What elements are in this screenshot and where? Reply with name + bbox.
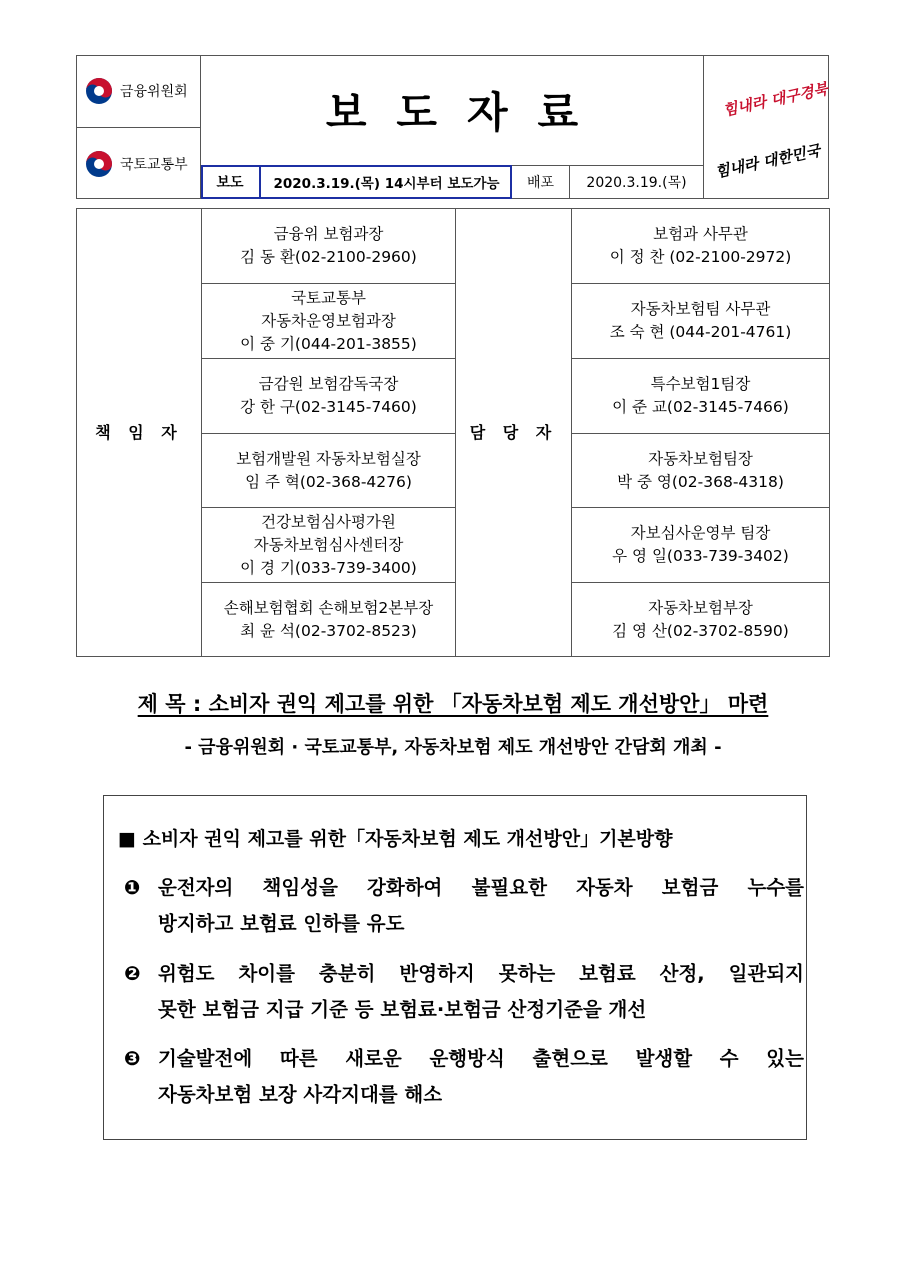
contact-title: 자동차보험팀장 (648, 449, 753, 468)
contact-title: 특수보험1팀장 (650, 375, 751, 393)
item-number-1: ❶ (124, 876, 141, 899)
item-number-3: ❸ (124, 1047, 141, 1070)
contact-title: 자동차보험팀 사무관 (630, 300, 771, 318)
item-text-line: 못한 보험금 지급 기준 등 보험료·보험금 산정기준을 개선 (158, 998, 647, 1021)
responsible-contact (202, 508, 456, 583)
responsible-header: 책 임 자 (77, 209, 202, 657)
contact-org: 건강보험심사평가원 (261, 512, 396, 531)
contact-title: 금감원 보험감독국장 (258, 375, 399, 393)
contact-name-phone: 김 영 산(02-3702-8590) (612, 621, 789, 640)
contact-title: 손해보험협회 손해보험2본부장 (223, 598, 434, 617)
item-text-line: 운전자의 책임성을 강화하여 불필요한 자동차 보험금 누수를 (158, 876, 804, 899)
slogan-line-2: 힘내라 대한민국 (713, 141, 822, 182)
responsible-contact (202, 209, 456, 284)
staff-header: 담 당 자 (456, 209, 572, 657)
distribution-value: 2020.3.19.(목) (586, 175, 687, 191)
page-title: 보도자료 (325, 88, 609, 137)
item-text-line: 위험도 차이를 충분히 반영하지 못하는 보험료 산정, 일관되지 (158, 962, 804, 985)
summary-item-2 (124, 956, 804, 1028)
responsible-contact (202, 284, 456, 359)
responsible-contact (202, 583, 456, 657)
org-logo-molit (76, 128, 201, 199)
item-text-line: 자동차보험 보장 사각지대를 해소 (158, 1083, 443, 1106)
summary-item-1 (124, 870, 804, 942)
slogan-line-1: 힘내라 대구경북 (721, 79, 830, 120)
subject-title-text: 제 목 : 소비자 권익 제고를 위한 「자동차보험 제도 개선방안」 마련 (137, 692, 769, 716)
contact-name-phone: 이 경 기(033-739-3400) (240, 558, 417, 577)
contact-title: 자동차운영보험과장 (261, 311, 396, 330)
staff-contact (572, 583, 830, 657)
contact-name-phone: 최 윤 석(02-3702-8523) (240, 621, 417, 640)
org-logo-fsc (76, 55, 201, 128)
staff-contact (572, 284, 830, 359)
contact-name-phone: 임 주 혁(02-368-4276) (245, 472, 412, 491)
subject-title (0, 688, 906, 718)
contact-title: 자보심사운영부 팀장 (630, 524, 771, 542)
contact-title: 자동차보험부장 (648, 598, 753, 617)
contact-name-phone: 이 중 기(044-201-3855) (240, 334, 417, 353)
subject-subtitle: - 금융위원회 · 국토교통부, 자동차보험 제도 개선방안 간담회 개최 - (184, 737, 722, 758)
contact-table (76, 208, 830, 657)
contact-title: 보험개발원 자동차보험실장 (236, 449, 421, 468)
staff-contact (572, 359, 830, 434)
release-value: 2020.3.19.(목) 14시부터 보도가능 (273, 176, 500, 192)
responsible-contact (202, 434, 456, 508)
contact-title: 금융위 보험과장 (273, 225, 384, 243)
contact-name-phone: 강 한 구(02-3145-7460) (240, 398, 417, 416)
staff-contact (572, 508, 830, 583)
contact-name-phone: 박 중 영(02-368-4318) (617, 472, 784, 491)
org-name-molit: 국토교통부 (120, 156, 188, 173)
contact-name-phone: 조 숙 현 (044-201-4761) (609, 323, 792, 341)
item-text-line: 방지하고 보험료 인하를 유도 (158, 912, 405, 935)
org-name-fsc: 금융위원회 (120, 84, 188, 100)
distribution-label: 배포 (512, 165, 570, 199)
contact-title: 보험과 사무관 (653, 225, 748, 243)
contact-name-phone: 우 영 일(033-739-3402) (612, 547, 789, 565)
staff-contact (572, 209, 830, 284)
contact-name-phone: 김 동 환(02-2100-2960) (240, 248, 417, 266)
contact-org: 국토교통부 (291, 288, 366, 307)
slogan-image (703, 55, 829, 199)
taegeuk-emblem-icon (84, 149, 114, 179)
contact-title: 자동차보험심사센터장 (253, 535, 404, 554)
taegeuk-emblem-icon (84, 76, 114, 106)
item-number-2: ❷ (124, 962, 141, 985)
staff-contact (572, 434, 830, 508)
summary-item-3 (124, 1041, 804, 1113)
item-text-line: 기술발전에 따른 새로운 운행방식 출현으로 발생할 수 있는 (158, 1047, 804, 1070)
release-label: 보도 (201, 165, 261, 199)
summary-heading: ■ 소비자 권익 제고를 위한「자동차보험 제도 개선방안」기본방향 (118, 828, 673, 850)
responsible-contact (202, 359, 456, 434)
contact-name-phone: 이 정 찬 (02-2100-2972) (609, 248, 792, 266)
contact-name-phone: 이 준 교(02-3145-7466) (612, 398, 789, 416)
